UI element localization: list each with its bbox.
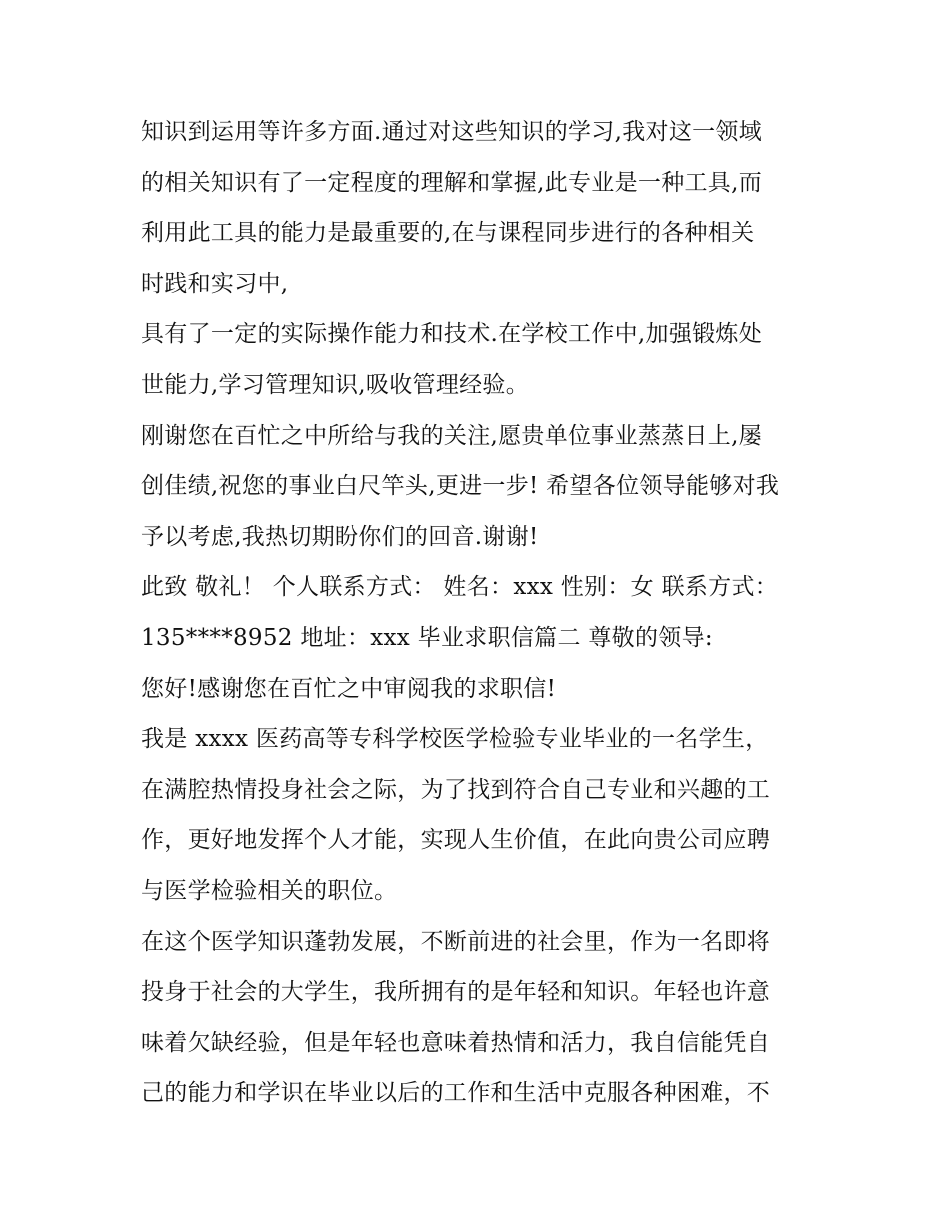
text-line: 予以考虑,我热切期盼你们的回音.谢谢! <box>141 523 539 550</box>
text-line: 此致 敬礼！ 个人联系方式： 姓名：xxx 性别：女 联系方式： <box>141 574 779 601</box>
text-line: 刚谢您在百忙之中所给与我的关注,愿贵单位事业蒸蒸日上,屡 <box>141 422 763 449</box>
text-line: 具有了一定的实际操作能力和技术.在学校工作中,加强锻炼处 <box>141 321 763 348</box>
text-line: 投身于社会的大学生，我所拥有的是年轻和知识。年轻也许意 <box>141 979 771 1006</box>
document-body <box>141 107 821 1119</box>
text-line: 己的能力和学识在毕业以后的工作和生活中克服各种困难，不 <box>141 1080 771 1107</box>
text-line: 味着欠缺经验，但是年轻也意味着热情和活力，我自信能凭自 <box>141 1029 771 1056</box>
text-line: 知识到运用等许多方面.通过对这些知识的学习,我对这一领域 <box>141 119 763 145</box>
text-line: 创佳绩,祝您的事业白尺竿头,更进一步! 希望各位领导能够对我 <box>141 473 780 500</box>
text-line: 您好!感谢您在百忙之中审阅我的求职信! <box>141 675 557 702</box>
text-line: 利用此工具的能力是最重要的,在与课程同步进行的各种相关 <box>141 220 755 247</box>
text-line: 世能力,学习管理知识,吸收管理经验。 <box>141 371 530 398</box>
text-line: 与医学检验相关的职位。 <box>141 877 398 904</box>
text-line: 我是 xxxx 医药高等专科学校医学检验专业毕业的一名学生， <box>141 726 769 753</box>
text-line: 在这个医学知识蓬勃发展，不断前进的社会里，作为一名即将 <box>141 928 771 955</box>
text-line: 时践和实习中, <box>141 270 289 297</box>
text-line: 在满腔热情投身社会之际，为了找到符合自己专业和兴趣的工 <box>141 776 771 803</box>
text-line: 作，更好地发挥个人才能，实现人生价值，在此向贵公司应聘 <box>141 827 771 854</box>
text-line: 的相关知识有了一定程度的理解和掌握,此专业是一种工具,而 <box>141 169 763 196</box>
text-line: 135****8952 地址：xxx 毕业求职信篇二 尊敬的领导: <box>141 624 713 651</box>
